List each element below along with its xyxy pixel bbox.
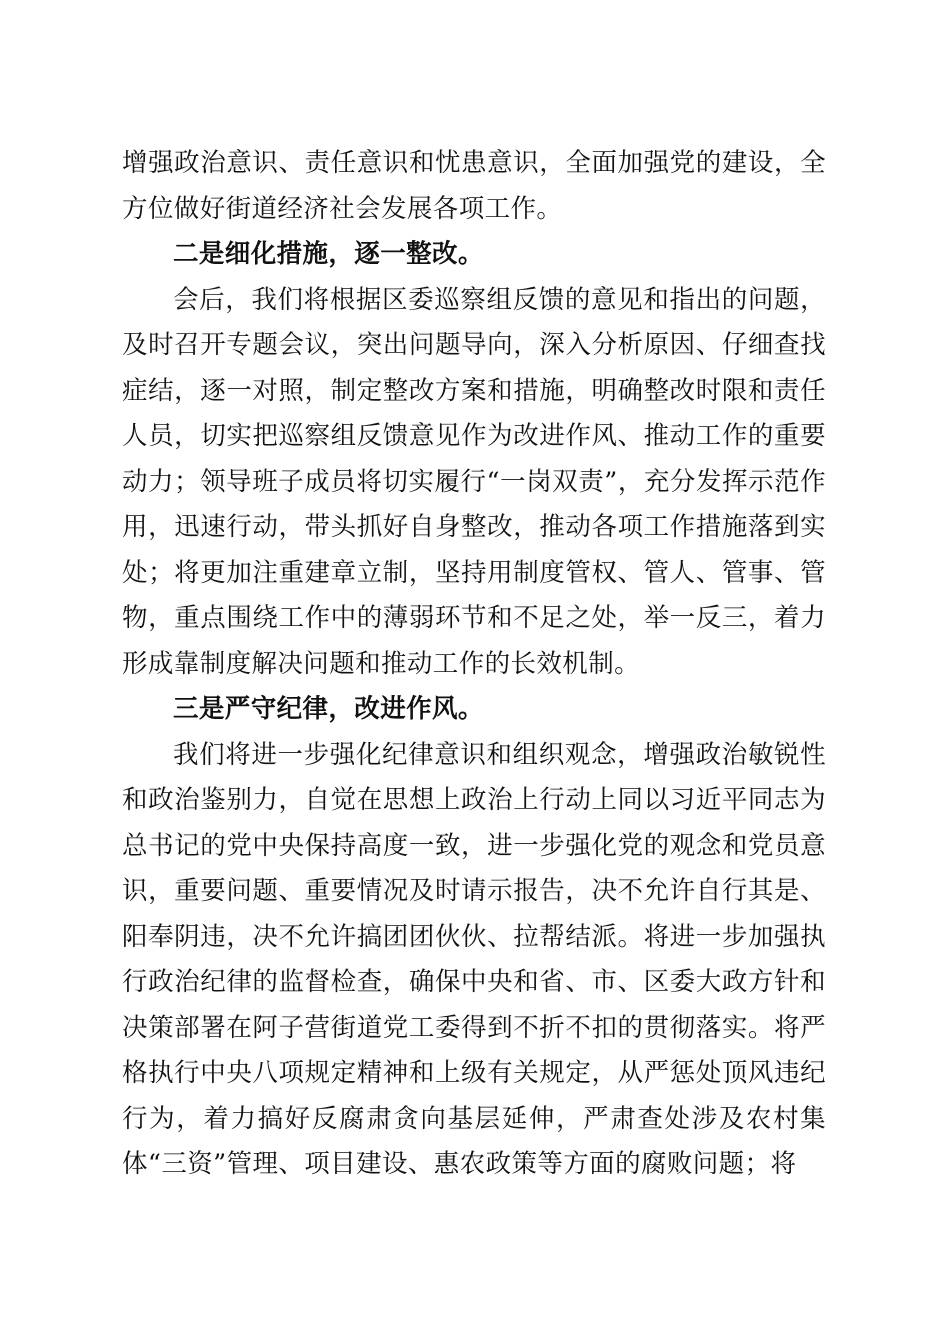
section-heading-2: 二是细化措施，逐一整改。 [173,239,484,269]
paragraph-rectification: 会后，我们将根据区委巡察组反馈的意见和指出的问题，及时召开专题会议，突出问题导向，深入分析原因、仔细查找症结，逐一对照，制定整改方案和措施，明确整改时限和责任人员，切实把巡察组反馈意见作为改进作风、推动工作的重要动力；领导班子成员将切实履行“一岗双责”，充分发挥示范作用，迅速行动，带头抓好自身整改，推动各项工作措施落到实处；将更加注重建章立制，坚持用制度管权、管人、管事、管物，重点围绕工作中的薄弱环节和不足之处，举一反三，着力形成靠制度解决问题和推动工作的长效机制。 [122,284,826,679]
paragraph-continuation: 增强政治意识、责任意识和忧患意识，全面加强党的建设，全方位做好街道经济社会发展各项工作。 [122,148,826,224]
section-heading-3: 三是严守纪律，改进作风。 [173,694,484,724]
document-body [122,141,826,1188]
paragraph-discipline: 我们将进一步强化纪律意识和组织观念，增强政治敏锐性和政治鉴别力，自觉在思想上政治上行动上同以习近平同志为总书记的党中央保持高度一致，进一步强化党的观念和党员意识，重要问题、重要情况及时请示报告，决不允许自行其是、阳奉阴违，决不允许搞团团伙伙、拉帮结派。将进一步加强执行政治纪律的监督检查，确保中央和省、市、区委大政方针和决策部署在阿子营街道党工委得到不折不扣的贯彻落实。将严格执行中央八项规定精神和上级有关规定，从严惩处顶风违纪行为，着力搞好反腐肃贪向基层延伸，严肃查处涉及农村集体“三资”管理、项目建设、惠农政策等方面的腐败问题；将 [122,739,826,1179]
